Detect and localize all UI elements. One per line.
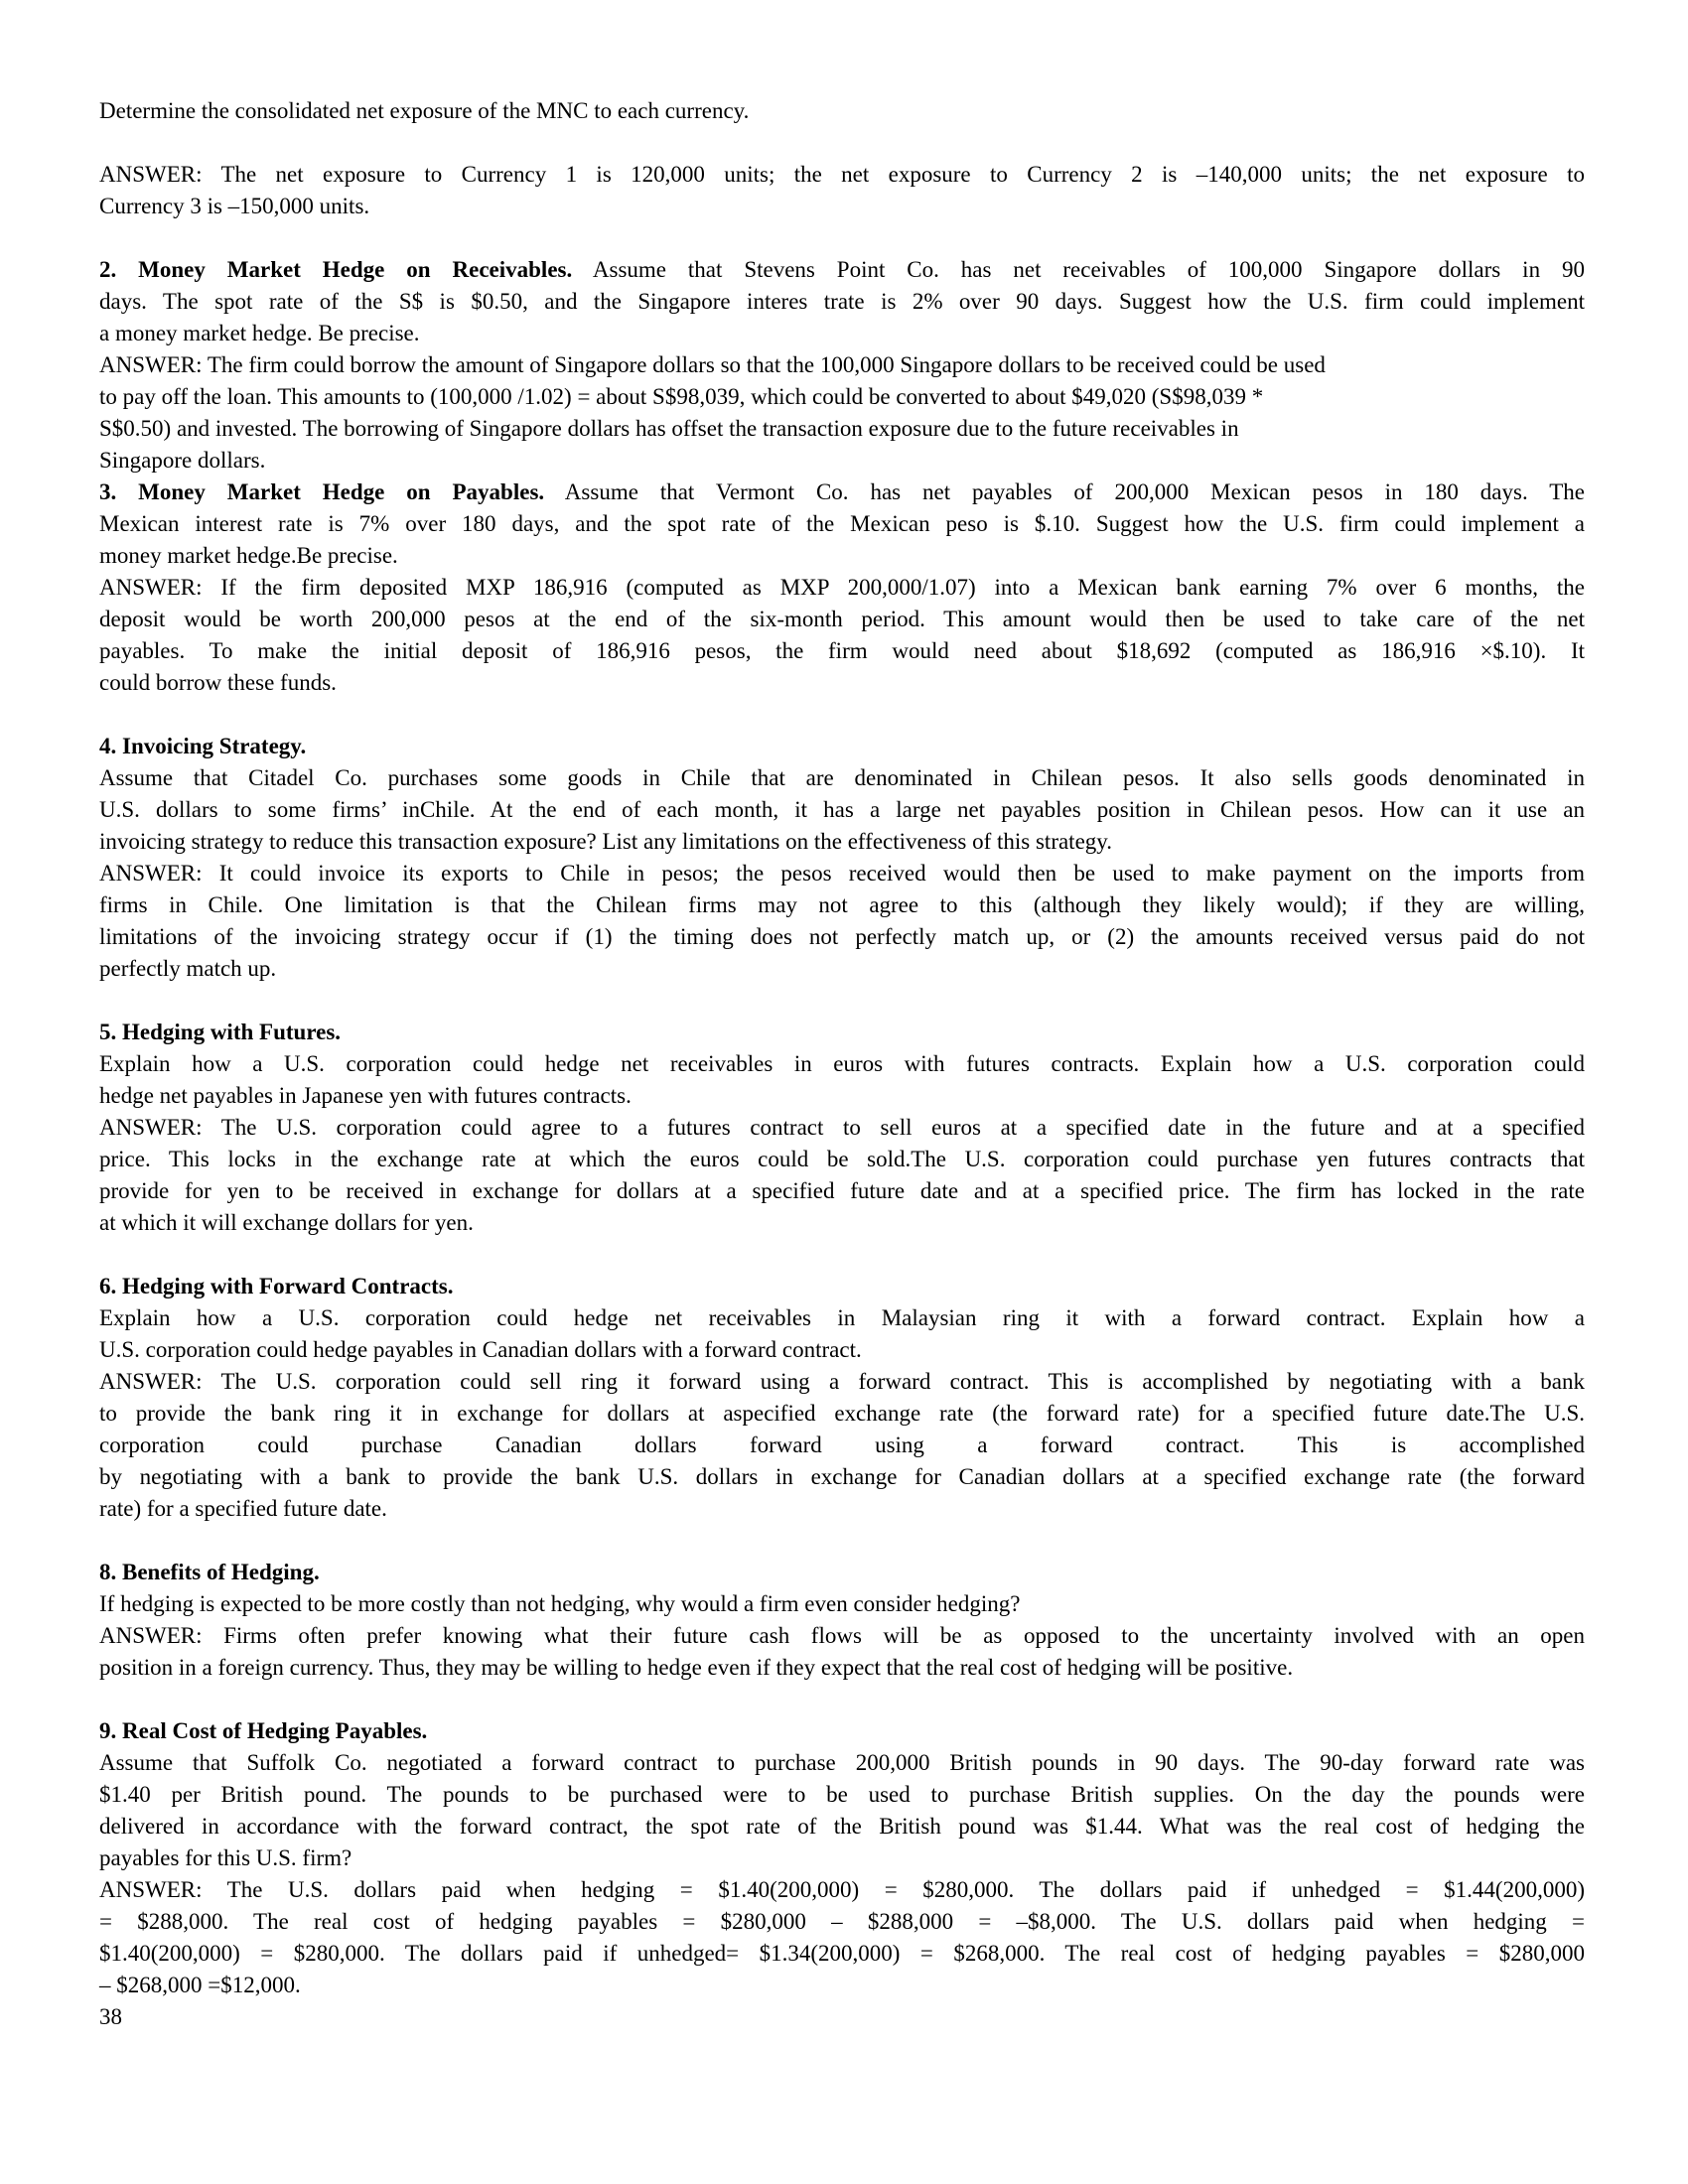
section-1: [99, 159, 1585, 222]
text-line: [99, 445, 1585, 477]
section-5: [99, 1271, 1585, 1525]
line-text: hedge net payables in Japanese yen with futures contracts.: [99, 1083, 632, 1108]
line-text: $1.40(200,000) = $280,000. The dollars paid if unhedged= $1.34(200,000) = $268,000. The real cost of hedging payables = $280,000: [99, 1941, 1585, 1966]
text-line: [99, 1080, 1585, 1112]
line-text: ANSWER: The firm could borrow the amount of Singapore dollars so that the 100,000 Singapore dollars to be received could be used: [99, 352, 1326, 377]
line-text: price. This locks in the exchange rate at which the euros could be sold.The U.S. corporation could purchase yen futures contracts that: [99, 1147, 1585, 1171]
text-line: [99, 1366, 1585, 1398]
text-line: [99, 477, 1585, 508]
section-0: [99, 95, 1585, 127]
text-line: [99, 1906, 1585, 1938]
line-text: invoicing strategy to reduce this transaction exposure? List any limitations on the effectiveness of this strategy.: [99, 829, 1113, 854]
text-line: [99, 858, 1585, 889]
text-line: [99, 1938, 1585, 1970]
line-text: could borrow these funds.: [99, 670, 337, 695]
section-heading: 2. Money Market Hedge on Receivables.: [99, 257, 573, 282]
line-text: limitations of the invoicing strategy occur if (1) the timing does not perfectly match up, or (2) the amounts received versus paid do not: [99, 924, 1585, 949]
text-line: [99, 1398, 1585, 1430]
section-3: [99, 731, 1585, 985]
section-heading: 9. Real Cost of Hedging Payables.: [99, 1718, 428, 1743]
text-line: [99, 1715, 1585, 1747]
line-text: payables for this U.S. firm?: [99, 1845, 352, 1870]
text-line: [99, 286, 1585, 318]
text-line: [99, 1811, 1585, 1843]
line-text: ANSWER: The U.S. corporation could sell ring it forward using a forward contract. This is accomplished by negotiating with a bank: [99, 1369, 1585, 1394]
line-text: position in a foreign currency. Thus, they may be willing to hedge even if they expect that the real cost of hedging will be positive.: [99, 1655, 1294, 1680]
line-text: U.S. dollars to some firms’ inChile. At the end of each month, it has a large net payables position in Chilean pesos. How can it use an: [99, 797, 1585, 822]
text-line: [99, 318, 1585, 349]
section-4: [99, 1017, 1585, 1239]
text-line: [99, 540, 1585, 572]
line-text: Assume that Suffolk Co. negotiated a forward contract to purchase 200,000 British pounds in 90 days. The 90-day forward rate was: [99, 1750, 1585, 1775]
text-line: [99, 1747, 1585, 1779]
line-text: rate) for a specified future date.: [99, 1496, 387, 1521]
line-text: Determine the consolidated net exposure of the MNC to each currency.: [99, 98, 750, 123]
line-text: to provide the bank ring it in exchange for dollars at aspecified exchange rate (the forward rate) for a specified future date.The U.S.: [99, 1401, 1585, 1426]
line-text: payables. To make the initial deposit of 186,916 pesos, the firm would need about $18,692 (computed as 186,916 ×$.10). It: [99, 638, 1585, 663]
text-line: [99, 508, 1585, 540]
line-text: to pay off the loan. This amounts to (100,000 /1.02) = about S$98,039, which could be converted to about $49,020 (S$98,039 *: [99, 384, 1264, 409]
blank-line: [99, 222, 1585, 254]
line-text: firms in Chile. One limitation is that the Chilean firms may not agree to this (although they likely would); if they are willing,: [99, 892, 1585, 917]
line-text: Mexican interest rate is 7% over 180 days, and the spot rate of the Mexican peso is $.10. Suggest how the U.S. firm could implement a: [99, 511, 1585, 536]
line-text: Explain how a U.S. corporation could hedge net receivables in Malaysian ring it with a forward contract. Explain how a: [99, 1305, 1585, 1330]
text-line: [99, 413, 1585, 445]
text-line: [99, 1874, 1585, 1906]
section-6: [99, 1557, 1585, 1684]
text-line: [99, 572, 1585, 604]
line-text: ANSWER: It could invoice its exports to Chile in pesos; the pesos received would then be used to make payment on the imports from: [99, 861, 1585, 886]
text-line: [99, 95, 1585, 127]
line-text: Assume that Stevens Point Co. has net receivables of 100,000 Singapore dollars in 90: [572, 257, 1585, 282]
text-line: [99, 1302, 1585, 1334]
text-line: [99, 1048, 1585, 1080]
text-line: [99, 635, 1585, 667]
text-line: [99, 159, 1585, 191]
line-text: Assume that Citadel Co. purchases some goods in Chile that are denominated in Chilean pesos. It also sells goods denominated in: [99, 765, 1585, 790]
line-text: ANSWER: The U.S. corporation could agree to a futures contract to sell euros at a specified date in the future and at a specified: [99, 1115, 1585, 1140]
text-line: [99, 889, 1585, 921]
blank-line: [99, 1684, 1585, 1715]
text-line: [99, 953, 1585, 985]
line-text: money market hedge.Be precise.: [99, 543, 398, 568]
text-line: [99, 1207, 1585, 1239]
section-7: [99, 1715, 1585, 2001]
text-line: [99, 1779, 1585, 1811]
text-line: [99, 794, 1585, 826]
line-text: perfectly match up.: [99, 956, 277, 981]
text-line: [99, 1144, 1585, 1175]
text-line: [99, 762, 1585, 794]
line-text: – $268,000 =$12,000.: [99, 1973, 301, 1997]
section-heading: 5. Hedging with Futures.: [99, 1020, 342, 1044]
section-2: [99, 254, 1585, 699]
text-line: [99, 1271, 1585, 1302]
line-text: $1.40 per British pound. The pounds to be purchased were to be used to purchase British supplies. On the day the pounds were: [99, 1782, 1585, 1807]
text-line: [99, 604, 1585, 635]
blank-line: [99, 1239, 1585, 1271]
text-line: [99, 1112, 1585, 1144]
line-text: Singapore dollars.: [99, 448, 266, 473]
text-line: [99, 1588, 1585, 1620]
page-number: 38: [99, 2004, 122, 2029]
text-line: [99, 191, 1585, 222]
section-heading: 3. Money Market Hedge on Payables.: [99, 479, 545, 504]
text-line: [99, 381, 1585, 413]
text-line: [99, 1620, 1585, 1652]
line-text: If hedging is expected to be more costly than not hedging, why would a firm even consider hedging?: [99, 1591, 1021, 1616]
text-line: [99, 731, 1585, 762]
blank-line: [99, 1525, 1585, 1557]
line-text: provide for yen to be received in exchange for dollars at a specified future date and at a specified price. The firm has locked in the rate: [99, 1178, 1585, 1203]
text-line: [99, 1175, 1585, 1207]
line-text: Assume that Vermont Co. has net payables of 200,000 Mexican pesos in 180 days. The: [544, 479, 1585, 504]
text-line: [99, 1430, 1585, 1461]
text-line: [99, 1843, 1585, 1874]
text-line: [99, 667, 1585, 699]
document-body: [99, 95, 1585, 2001]
text-line: [99, 1652, 1585, 1684]
blank-line: [99, 127, 1585, 159]
line-text: delivered in accordance with the forward contract, the spot rate of the British pound was $1.44. What was the real cost of hedging the: [99, 1814, 1585, 1839]
text-line: [99, 921, 1585, 953]
line-text: Explain how a U.S. corporation could hedge net receivables in euros with futures contracts. Explain how a U.S. corporation could: [99, 1051, 1585, 1076]
text-line: [99, 1461, 1585, 1493]
section-heading: 8. Benefits of Hedging.: [99, 1560, 320, 1584]
document-page: [99, 95, 1585, 2033]
line-text: S$0.50) and invested. The borrowing of Singapore dollars has offset the transaction exposure due to the future receivables in: [99, 416, 1239, 441]
text-line: [99, 1493, 1585, 1525]
blank-line: [99, 699, 1585, 731]
line-text: at which it will exchange dollars for yen.: [99, 1210, 474, 1235]
line-text: U.S. corporation could hedge payables in Canadian dollars with a forward contract.: [99, 1337, 862, 1362]
line-text: corporation could purchase Canadian dollars forward using a forward contract. This is accomplished: [99, 1433, 1585, 1457]
line-text: Currency 3 is –150,000 units.: [99, 194, 370, 218]
section-heading: 6. Hedging with Forward Contracts.: [99, 1274, 454, 1298]
line-text: ANSWER: If the firm deposited MXP 186,916 (computed as MXP 200,000/1.07) into a Mexican bank earning 7% over 6 months, the: [99, 575, 1585, 600]
text-line: [99, 1017, 1585, 1048]
section-heading: 4. Invoicing Strategy.: [99, 734, 307, 758]
text-line: [99, 1557, 1585, 1588]
line-text: days. The spot rate of the S$ is $0.50, and the Singapore interes trate is 2% over 90 days. Suggest how the U.S. firm could implement: [99, 289, 1585, 314]
text-line: [99, 826, 1585, 858]
line-text: by negotiating with a bank to provide the bank U.S. dollars in exchange for Canadian dollars at a specified exchange rate (the forward: [99, 1464, 1585, 1489]
text-line: [99, 254, 1585, 286]
line-text: ANSWER: Firms often prefer knowing what their future cash flows will be as opposed to the uncertainty involved with an open: [99, 1623, 1585, 1648]
text-line: [99, 1970, 1585, 2001]
text-line: [99, 349, 1585, 381]
blank-line: [99, 985, 1585, 1017]
line-text: ANSWER: The U.S. dollars paid when hedging = $1.40(200,000) = $280,000. The dollars paid if unhedged = $1.44(200,000): [99, 1877, 1585, 1902]
text-line: [99, 1334, 1585, 1366]
line-text: = $288,000. The real cost of hedging payables = $280,000 – $288,000 = –$8,000. The U.S. dollars paid when hedging =: [99, 1909, 1585, 1934]
line-text: ANSWER: The net exposure to Currency 1 is 120,000 units; the net exposure to Currency 2 is –140,000 units; the net exposure to: [99, 162, 1585, 187]
line-text: a money market hedge. Be precise.: [99, 321, 420, 345]
line-text: deposit would be worth 200,000 pesos at the end of the six-month period. This amount would then be used to take care of the net: [99, 607, 1585, 631]
